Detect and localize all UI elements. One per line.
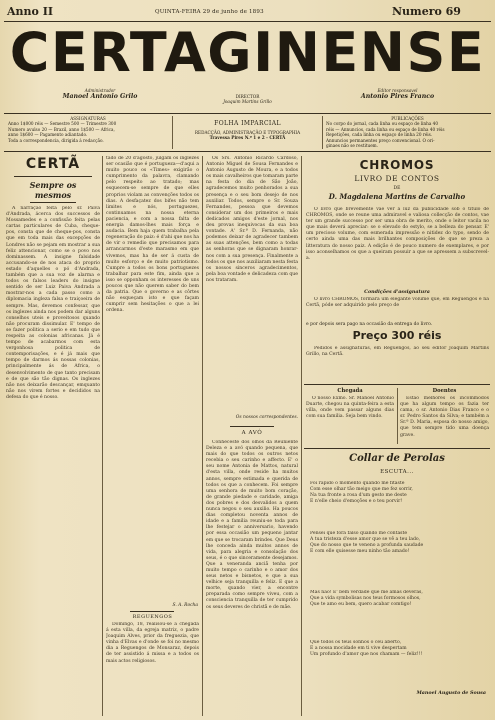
print-info-line: Travessa Pires N.º 1 e 2 - CERTÃ [209, 135, 286, 141]
article-signature: S. A. Rocha [172, 603, 198, 608]
chromos-author: D. Magdalena Martins de Carvalho [328, 192, 466, 201]
poem-stanza: Foi rapido o momento quando me fitaste Com esse olhar tão meigo que me fez sorrir, Na tua fronte a rosa d'um gesto me deste E n'elle cheio d'emoções e o teu porvir! [310, 481, 413, 505]
issue-number: Numero 69 [392, 5, 461, 18]
poem-signature: Manoel Augusto de Sousa [416, 690, 486, 696]
info-divider [322, 116, 323, 149]
poem-stanza: Pensei que fora falso quando me contaste A tua tristeza d'esse amor que se vê a teu lado, Que do nosso que te veneno a profunda saudade E com elle quisesse meu ninho tão amado! [310, 531, 424, 555]
publications-line: réis — Annuncios, cada linha ou espaço de linha 40 réis [326, 126, 445, 132]
info-divider [172, 116, 173, 149]
poem-stanza: Que todos os teus sonhos o céu aberto, E a nossa mocidade em ti vive despertam Um profundo d'amor que nos chamam — feliz!!! [310, 640, 423, 658]
director-block [185, 94, 310, 105]
publications-title: PUBLICAÇÕES [391, 116, 424, 121]
column-divider [301, 156, 302, 716]
poem-title: Collar de Perolas [349, 453, 445, 464]
article-body-agradecimentos: Os Srs. Antonio Ricardo Cardoso, Antonio Miguel de Sousa Fernandes e Antonio Augusto de Moura, e a todos os mais cavalheiros que tomaram parte na festa do dia de São João, agradecemos muito penhorados a sua presença e o seu bom desejo de nos auxiliar. Todos, sempre o Sr. Souza Fernandes, pessoa que devemos considerar um dos primeiros e mais dedicados amigos d'este jornal, nos deu provas inequivocas da sua boa vontade. A' Sr.ª D. Fernanda, não podemos deixar de agradecer tambem as suas attenções, bem como a todas as senhoras que se dignaram honrar-nos com a sua presença. Finalmente a todos os que nos auxiliaram nesta festa os nossos sinceros agradecimentos, pela boa vontade e delicadeza com que nos trataram. [206, 156, 298, 283]
publications-line: Repetições, cada linha ou espaço de linha 20 réis. [326, 132, 433, 138]
article-body-reguengos: Domingo, 18, realisou-se a chegada á esta villa, da egreja matriz, o padre Joaquim Alves, prior da freguezia, que vinha d'Elvas e d'onde se foi no mesmo dia a Reguengos de Monsaraz, depois de ter assistido á missa e a todos os mais actos religiosos. [106, 622, 199, 664]
chromos-subtitle: LIVRO DE CONTOS [354, 174, 440, 183]
chromos-title: CHROMOS [359, 158, 435, 172]
poem-subtitle: ESCUTA... [380, 469, 414, 475]
year-label: Anno II [7, 5, 53, 18]
issue-date: QUINTA-FEIRA 29 de junho de 1893 [155, 9, 264, 15]
chromos-price-note: e por depois sera pago na occasião da entrega do livro. [306, 322, 433, 327]
editor-name: Antonio Pires Franco [360, 93, 435, 101]
article-body-sempre-os-mesmos: A narração feita pelo sr. Paiva d'Andrada, ácerca dos successos de Mossamedes e a confissão feita pelas cartas particulares de Cuba, cheque-pos, consta que de cheque-pos, consta que em toda mais das excepções de Londres não se pejam em mostrar a sua feliz attencionar, como se o povo nos dominassem. A insigne falsidade accusando-se de nos ataca do proprio estado d'aquelles o pó d'Andrada, também que a sua voz de alarma e todos os falsos leaders do insigne sentido de ser Luiz Paiva Andrada a mostrar-nos a cada passo como a diplomacia ingleza falsa e traiçoeira de sempre. Mas, devemos confessar, que os inglezes ainda nos podem dar alguns conselhos uteis e proveitosos quando não procuram dissimular. E' tempo de se fazer politica a serio e em tudo que respeita as colonias africanas. Já é tempo de acabarmos com esta vergonhosa politica de contemporisações, e é já mais que tempo de darmos ás nossas colonias, principalmente ás de Africa, o desenvolvimento de que tanto precisam e de que são tão dignas. Os inglezes não nos deixarão descançar, emquanto não nos virem fortes e decididos na defesa do que é nosso. [6, 206, 100, 400]
print-info-box [176, 120, 319, 141]
subscriptions-line: anno 1$600 — Pagamento adiantado. [8, 132, 88, 138]
administrator-block [40, 88, 160, 100]
subscriptions-line: Anno 1$000 réis — Semestre 500 — Trimestre 300 [8, 121, 117, 127]
editor-label: Editor responsavel [377, 88, 418, 93]
article-body-a-avo: Conheceste dos olhos da Reuniente Deleza e a avó quando pequena, que mais do que todos os outros netos recebia o seu carinho e affecto. E' o seu nome Antonia de Mattos, natural d'esta villa, onde reside ha muitos annos, sempre estimada e querida de todos os que a conhecem. Foi sempre uma senhora de muito bom coração, de grande piedade e caridade, amiga dos pobres e dos desvalidos a quem nunca negou o seu auxilio. Ha poucos dias completou noventa annos de idade e a familia reuniu-se toda para lhe festejar o anniversario, havendo por essa occasião um pequeno jantar em que se trocaram brindes. Que Deus lhe conceda ainda muitos annos de vida, para alegria e consolação dos seus, é o que sinceramente desejamos. Que a veneranda anciã tenha por muito tempo o carinho e o amor dos seus netos e bisnetos, e que a sua velhice seja tranquilla e feliz. E que a morte, quando vier, a encontre preparada como sempre viveu, com a consciencia tranquilla de ter cumprido os seus deveres de christã e de mãe. [206, 440, 298, 610]
publications-line: No corpo do jornal, cada linha ou espaço de linha 40 [326, 121, 438, 127]
chromos-subscribe-info: Pedidos e assignaturas, em Reguengos, ao seu editor Joaquim Martins Grillo, na Certã. [306, 346, 489, 358]
section-heading-certa: CERTÃ [25, 156, 81, 172]
publications-box [326, 116, 489, 148]
news-body-chegada: O nosso Exmo. Sr. Manoel Antonio Duarte, chegou na quinta-feira a esta villa, onde vem passar alguns dias com sua familia. Seja bem vindo. [306, 396, 394, 420]
news-title-doentes: Doentes [432, 388, 457, 394]
administrator-name: Manoel Antonio Grilo [62, 93, 138, 101]
publications-line: Annuncios permanentes preço convencional. O ori- [326, 137, 435, 143]
title-underline [30, 202, 76, 203]
publications-line: ginaes não se restituem. [326, 143, 378, 149]
news-bottom-rule [304, 448, 490, 449]
chromos-price: Preço 300 réis [352, 329, 442, 342]
column-divider [202, 156, 203, 716]
article-title-sempre-os-mesmos: Sempre os mesmos [29, 180, 77, 200]
chromos-description: O livro que brevemente vae ver a luz da publicidade sob o titulo de CHROMOS, onde se reune uma admiravel e valiosa collecção de contos, vae ter um grande successo por ser uma obra de merito, onde o leitor vacila no que mais deverá apreciar: se o elevado do estylo, se a belleza do pensar. E' um precioso volume, com esmerada impressão e nitidez do typo, sendo de certo ainda uma das mais brilhantes composições de que se preza a litteratura do nosso paiz. A edição é de pouco numero de exemplares, e por isso aconselhamos os que a queiram possuir a que se apressem a subscrevel-a. [306, 207, 489, 261]
article-title-reguengos: REGUENGOS [132, 614, 173, 620]
article-title-a-avo: A AVÓ [241, 430, 263, 436]
column-divider [102, 156, 103, 716]
administrator-label: Administrador [84, 88, 116, 93]
director-name: Joaquim Martins Grillo [223, 99, 272, 105]
subscriptions-line: Toda a correspondencia, dirigida á redacção. [8, 137, 104, 143]
news-body-doentes: Estão melhores os incommodos que ha algum tempo os fazia ter cama, o sr. Antonio Dias Franco e o sr. Pedro Santos da Silva; e também a Sr.ª D. Maria, esposa do nosso amigo, que tem sempre tido uma doença grave. [400, 396, 489, 438]
subscriptions-box [8, 116, 168, 143]
advert-bottom-rule [304, 384, 490, 385]
editor-block [335, 88, 460, 100]
column-divider [397, 388, 398, 444]
chromos-conditions-title: Condições d'assignatura [364, 289, 430, 295]
newspaper-title: CERTAGINENSE [9, 21, 486, 84]
article-separator [230, 426, 274, 427]
chromos-author-prefix: DE [393, 186, 401, 191]
article-continuation: tado de 20 d'agosto, julgam os inglezes ser ocasião que é portugueza—d'aqui a muito pouco os «Times» exigirão o cumprimento da palavra, clamando pelo respeito ao tratado; mas esquecem-se sempre de que elles proprios violam as convenções todos os dias. A desfaçatez dos bifes não tem limites e nós, portuguezes, continuamos na nossa eterna paciencia, e com a nossa falta de energia damos-lhes mais força e audacia. Bem haja quem trabalha pela regeneração do paiz: é d'ahi que nos ha de vir o remedio que precisamos para arrancarmos d'este marasmo em que vivemos, mas ha de ser á custa de muito esforço e de muito patriotismo. Cumpre a todos os bons portuguezes trabalhar para este fim, ainda que a isso se opponham os interesses de uns poucos que não querem saber do bem da patria. Que o governo e as côrtes não esqueçam isto e que façam cumprir sem hesitações o que a lei ordena. [106, 156, 199, 314]
subscriptions-title: ASSIGNATURAS [70, 116, 106, 121]
agradecimentos-signature: Os nossos correspondentes. [235, 415, 298, 420]
poem-stanza: Mas não! E' bem verdade que me amas deveras, Que a vida symbolisas nos teus formosos olhos, Que te amo eu bem, quero acabar comtigo! [310, 590, 423, 608]
print-info-title: FOLHA IMPARCIAL [214, 120, 281, 127]
subscriptions-line: Numero avulso 20 — Brazil, anno 1$500 — Africa, [8, 126, 115, 132]
chromos-conditions: O livro CHROMOS, formará um elegante volume que, em Reguengos e na Certã, póde ser adquirido pelo preço de [306, 297, 489, 309]
info-bottom-rule [4, 151, 491, 152]
article-separator [130, 611, 174, 612]
news-title-chegada: Chegada [337, 388, 363, 394]
director-label: DIRECTOR [235, 94, 260, 99]
print-info-line: REDACÇÃO, ADMINISTRAÇÃO E TYPOGRAPHIA [194, 130, 301, 135]
section-rule [14, 176, 92, 177]
masthead-bottom-rule [4, 113, 491, 114]
